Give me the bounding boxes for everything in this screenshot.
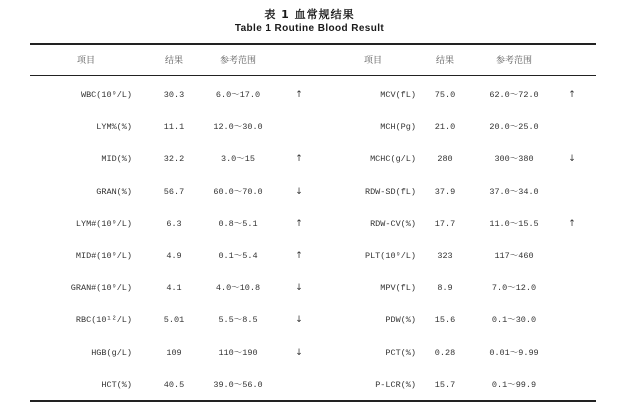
row-10-right-reference-range: 0.1～99.9 <box>491 380 537 390</box>
row-5-right-result-value: 17.7 <box>434 219 456 229</box>
row-3-left-reference-range: 3.0～15 <box>220 154 255 164</box>
row-10-left-item-name: HCT(%) <box>101 380 132 390</box>
header-item-right: 项目 <box>363 56 382 66</box>
row-2-right-result-value: 21.0 <box>434 122 456 132</box>
row-6-left-reference-range: 0.1～5.4 <box>218 251 258 261</box>
row-3-right-result-value: 280 <box>437 154 453 164</box>
header-reference-right: 参考范围 <box>495 56 532 66</box>
row-4-left-flag-arrow: ↓ <box>295 187 303 197</box>
row-6-left-item-name: MID#(10⁹/L) <box>75 251 132 261</box>
row-4-left-item-name: GRAN(%) <box>96 187 132 197</box>
row-6-left-result-value: 4.9 <box>166 251 182 261</box>
table-top-rule <box>30 43 596 45</box>
table-caption-english: Table 1 Routine Blood Result <box>234 23 385 34</box>
table-header-rule <box>30 75 596 76</box>
header-item-left: 项目 <box>76 56 95 66</box>
row-7-right-item-name: MPV(fL) <box>380 283 416 293</box>
row-8-left-flag-arrow: ↓ <box>295 315 303 325</box>
row-3-left-result-value: 32.2 <box>163 154 185 164</box>
row-8-left-result-value: 5.01 <box>163 315 185 325</box>
row-6-right-reference-range: 117～460 <box>494 251 534 261</box>
row-2-right-reference-range: 20.0～25.0 <box>489 122 539 132</box>
row-7-right-reference-range: 7.0～12.0 <box>491 283 537 293</box>
row-2-left-reference-range: 12.0～30.0 <box>213 122 263 132</box>
row-8-left-item-name: RBC(10¹²/L) <box>75 315 132 325</box>
row-8-right-reference-range: 0.1～30.0 <box>491 315 537 325</box>
row-9-left-reference-range: 110～190 <box>218 348 258 358</box>
row-2-left-item-name: LYM%(%) <box>96 122 132 132</box>
row-6-right-result-value: 323 <box>437 251 453 261</box>
row-1-left-reference-range: 6.0～17.0 <box>215 90 261 100</box>
row-9-right-result-value: 0.28 <box>434 348 456 358</box>
row-3-right-item-name: MCHC(g/L) <box>370 154 416 164</box>
row-7-left-reference-range: 4.0～10.8 <box>215 283 261 293</box>
row-3-left-flag-arrow: ↑ <box>295 154 303 164</box>
row-4-left-reference-range: 60.0～70.0 <box>213 187 263 197</box>
row-1-right-flag-arrow: ↑ <box>568 90 576 100</box>
row-9-right-item-name: PCT(%) <box>385 348 416 358</box>
row-1-right-item-name: MCV(fL) <box>380 90 416 100</box>
row-4-right-reference-range: 37.0～34.0 <box>489 187 539 197</box>
row-9-right-reference-range: 0.01～9.99 <box>489 348 539 358</box>
table-caption-chinese: 表 1 血常规结果 <box>264 8 355 21</box>
row-4-left-result-value: 56.7 <box>163 187 185 197</box>
row-5-right-item-name: RDW-CV(%) <box>370 219 416 229</box>
row-5-left-flag-arrow: ↑ <box>295 219 303 229</box>
row-5-right-flag-arrow: ↑ <box>568 219 576 229</box>
row-5-left-result-value: 6.3 <box>166 219 182 229</box>
row-8-right-result-value: 15.6 <box>434 315 456 325</box>
table-bottom-rule <box>30 400 596 402</box>
row-1-right-result-value: 75.0 <box>434 90 456 100</box>
row-7-left-flag-arrow: ↓ <box>295 283 303 293</box>
row-6-left-flag-arrow: ↑ <box>295 251 303 261</box>
row-8-left-reference-range: 5.5～8.5 <box>218 315 258 325</box>
row-7-left-result-value: 4.1 <box>166 283 182 293</box>
row-5-left-reference-range: 0.8～5.1 <box>218 219 258 229</box>
row-3-right-flag-arrow: ↓ <box>568 154 576 164</box>
row-6-right-item-name: PLT(10⁹/L) <box>364 251 416 261</box>
row-7-left-item-name: GRAN#(10⁹/L) <box>70 283 132 293</box>
row-2-left-result-value: 11.1 <box>163 122 185 132</box>
row-2-right-item-name: MCH(Pg) <box>380 122 416 132</box>
row-9-left-flag-arrow: ↓ <box>295 348 303 358</box>
header-reference-left: 参考范围 <box>219 56 256 66</box>
row-10-right-result-value: 15.7 <box>434 380 456 390</box>
row-1-right-reference-range: 62.0～72.0 <box>489 90 539 100</box>
row-5-left-item-name: LYM#(10⁹/L) <box>75 219 132 229</box>
row-1-left-result-value: 30.3 <box>163 90 185 100</box>
row-4-right-result-value: 37.9 <box>434 187 456 197</box>
row-10-left-reference-range: 39.0～56.0 <box>213 380 263 390</box>
row-10-right-item-name: P-LCR(%) <box>375 380 416 390</box>
row-9-left-result-value: 109 <box>166 348 182 358</box>
row-7-right-result-value: 8.9 <box>437 283 453 293</box>
row-4-right-item-name: RDW-SD(fL) <box>364 187 416 197</box>
row-3-left-item-name: MID(%) <box>101 154 132 164</box>
header-result-right: 结果 <box>435 56 454 66</box>
row-5-right-reference-range: 11.0～15.5 <box>489 219 539 229</box>
row-1-left-flag-arrow: ↑ <box>295 90 303 100</box>
header-result-left: 结果 <box>164 56 183 66</box>
row-8-right-item-name: PDW(%) <box>385 315 416 325</box>
row-3-right-reference-range: 300～380 <box>494 154 534 164</box>
row-9-left-item-name: HGB(g/L) <box>91 348 132 358</box>
row-10-left-result-value: 40.5 <box>163 380 185 390</box>
row-1-left-item-name: WBC(10⁹/L) <box>80 90 132 100</box>
